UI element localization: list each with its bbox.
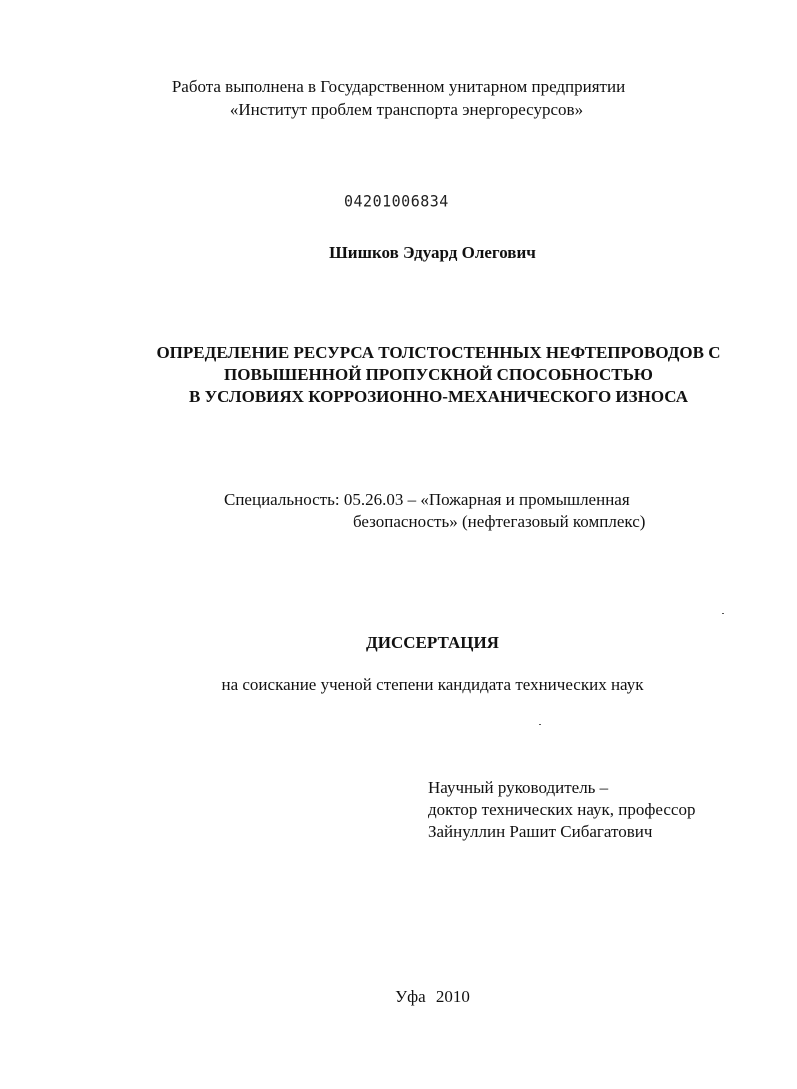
author-name: Шишков Эдуард Олегович <box>329 243 536 262</box>
supervisor-line-3: Зайнуллин Рашит Сибагатович <box>428 822 653 841</box>
archive-number-stamp: 04201006834 <box>344 191 449 211</box>
specialty-line-1: Специальность: 05.26.03 – «Пожарная и промышленная <box>224 490 630 509</box>
document-type-heading: ДИССЕРТАЦИЯ <box>366 633 499 652</box>
thesis-title-line-2: ПОВЫШЕННОЙ ПРОПУСКНОЙ СПОСОБНОСТЬЮ <box>224 365 653 384</box>
place-and-year: Уфа 2010 <box>395 987 470 1006</box>
scan-speck <box>722 613 724 614</box>
organization-line-1: Работа выполнена в Государственном унитарном предприятии <box>171 77 626 96</box>
scan-speck <box>539 724 541 725</box>
specialty-line-2: безопасность» (нефтегазовый комплекс) <box>353 512 646 531</box>
supervisor-line-1: Научный руководитель – <box>428 778 609 797</box>
organization-line-2: «Институт проблем транспорта энергоресурсов» <box>229 100 584 119</box>
degree-line: на соискание ученой степени кандидата технических наук <box>221 675 644 694</box>
supervisor-line-2: доктор технических наук, профессор <box>428 800 696 819</box>
thesis-title-line-3: В УСЛОВИЯХ КОРРОЗИОННО-МЕХАНИЧЕСКОГО ИЗНОСА <box>189 387 688 406</box>
thesis-title-line-1: ОПРЕДЕЛЕНИЕ РЕСУРСА ТОЛСТОСТЕННЫХ НЕФТЕПРОВОДОВ С <box>156 343 721 362</box>
